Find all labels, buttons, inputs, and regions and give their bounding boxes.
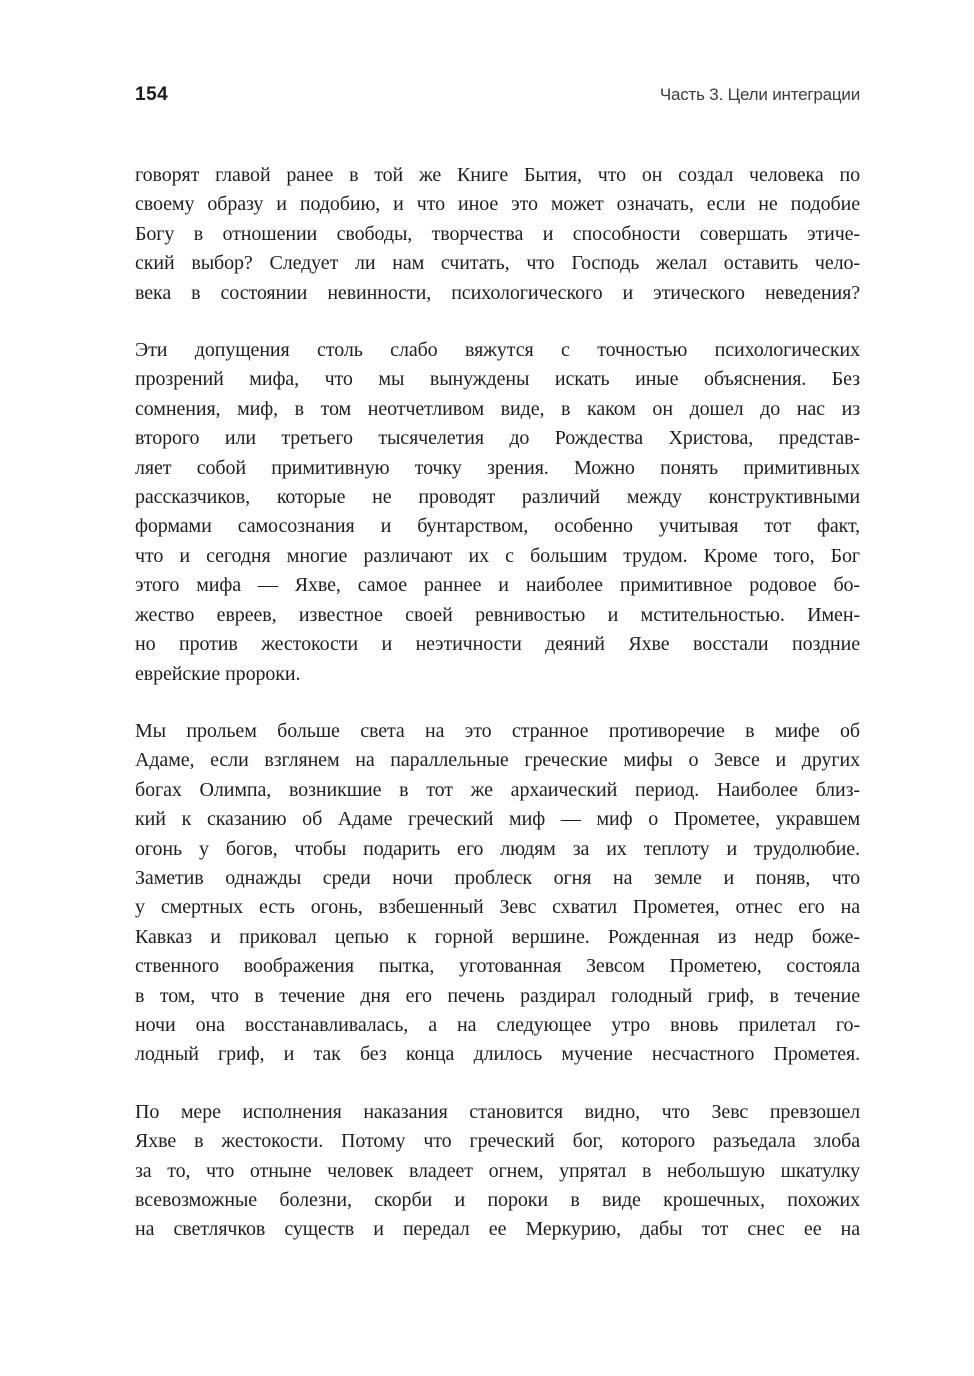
- text-line: Яхве в жестокости. Потому что греческий бог, которого разъедала злоба: [135, 1130, 860, 1153]
- text-line: но против жестокости и неэтичности деяний Яхве восстали поздние: [135, 633, 860, 656]
- text-line: богах Олимпа, возникшие в тот же архаический период. Наиболее близ-: [135, 778, 860, 801]
- text-line: у смертных есть огонь, взбешенный Зевс схватил Прометея, отнес его на: [135, 896, 860, 919]
- text-line: Адаме, если взглянем на параллельные греческие мифы о Зевсе и других: [135, 749, 860, 772]
- text-line: в том, что в течение дня его печень раздирал голодный гриф, в течение: [135, 984, 860, 1007]
- text-line: еврейские пророки.: [135, 662, 301, 685]
- paragraph-4: [135, 1098, 860, 1245]
- running-header-title: Часть 3. Цели интеграции: [659, 85, 860, 104]
- page-body: [135, 161, 860, 1273]
- text-line: рассказчиков, которые не проводят различий между конструктивными: [135, 486, 860, 509]
- paragraph-2: [135, 336, 860, 689]
- text-line: сомнения, миф, в том неотчетливом виде, в каком он дошел до нас из: [135, 397, 860, 420]
- text-line: ственного воображения пытка, уготованная Зевсом Прометею, состояла: [135, 955, 860, 978]
- text-line: на светлячков существ и передал ее Меркурию, дабы тот снес ее на: [135, 1218, 860, 1241]
- text-line: Кавказ и приковал цепью к горной вершине. Рожденная из недр боже-: [135, 925, 860, 948]
- page-number: 154: [135, 84, 169, 105]
- text-line: что и сегодня многие различают их с большим трудом. Кроме того, Бог: [135, 544, 860, 567]
- text-line: всевозможные болезни, скорби и пороки в виде крошечных, похожих: [135, 1189, 860, 1211]
- text-line: ночи она восстанавливалась, а на следующее утро вновь прилетал го-: [135, 1013, 860, 1036]
- text-line: кий к сказанию об Адаме греческий миф — миф о Прометее, укравшем: [135, 808, 860, 831]
- paragraph-3: [135, 717, 860, 1070]
- text-line: прозрений мифа, что мы вынуждены искать иные объяснения. Без: [135, 368, 860, 391]
- text-line: века в состоянии невинности, психологического и этического неведения?: [135, 281, 860, 304]
- text-line: Заметив однажды среди ночи проблеск огня на земле и поняв, что: [135, 866, 860, 889]
- text-line: второго или третьего тысячелетия до Рождества Христова, представ-: [135, 427, 860, 450]
- text-line: лодный гриф, и так без конца длилось мучение несчастного Прометея.: [135, 1043, 860, 1066]
- text-line: Эти допущения столь слабо вяжутся с точностью психологических: [135, 339, 860, 362]
- text-line: жество евреев, известное своей ревнивостью и мстительностью. Имен-: [135, 603, 860, 626]
- text-line: Мы прольем больше света на это странное противоречие в мифе об: [135, 719, 860, 742]
- text-line: формами самосознания и бунтарством, особенно учитывая тот факт,: [135, 515, 860, 538]
- text-line: ляет собой примитивную точку зрения. Можно понять примитивных: [135, 456, 860, 479]
- text-line: огонь у богов, чтобы подарить его людям за их теплоту и трудолюбие.: [135, 837, 860, 860]
- text-line: за то, что отныне человек владеет огнем, упрятал в небольшую шкатулку: [135, 1159, 860, 1182]
- text-line: своему образу и подобию, и что иное это может означать, если не подобие: [135, 193, 860, 216]
- text-line: говорят главой ранее в той же Книге Бытия, что он создал человека по: [135, 164, 860, 186]
- text-line: По мере исполнения наказания становится видно, что Зевс превзошел: [135, 1100, 860, 1123]
- running-header: [135, 84, 860, 106]
- text-line: этого мифа — Яхве, самое раннее и наиболее примитивное родовое бо-: [135, 574, 860, 597]
- text-line: Богу в отношении свободы, творчества и способности совершать этиче-: [135, 222, 860, 245]
- paragraph-1: [135, 161, 860, 308]
- text-line: ский выбор? Следует ли нам считать, что Господь желал оставить чело-: [135, 252, 860, 275]
